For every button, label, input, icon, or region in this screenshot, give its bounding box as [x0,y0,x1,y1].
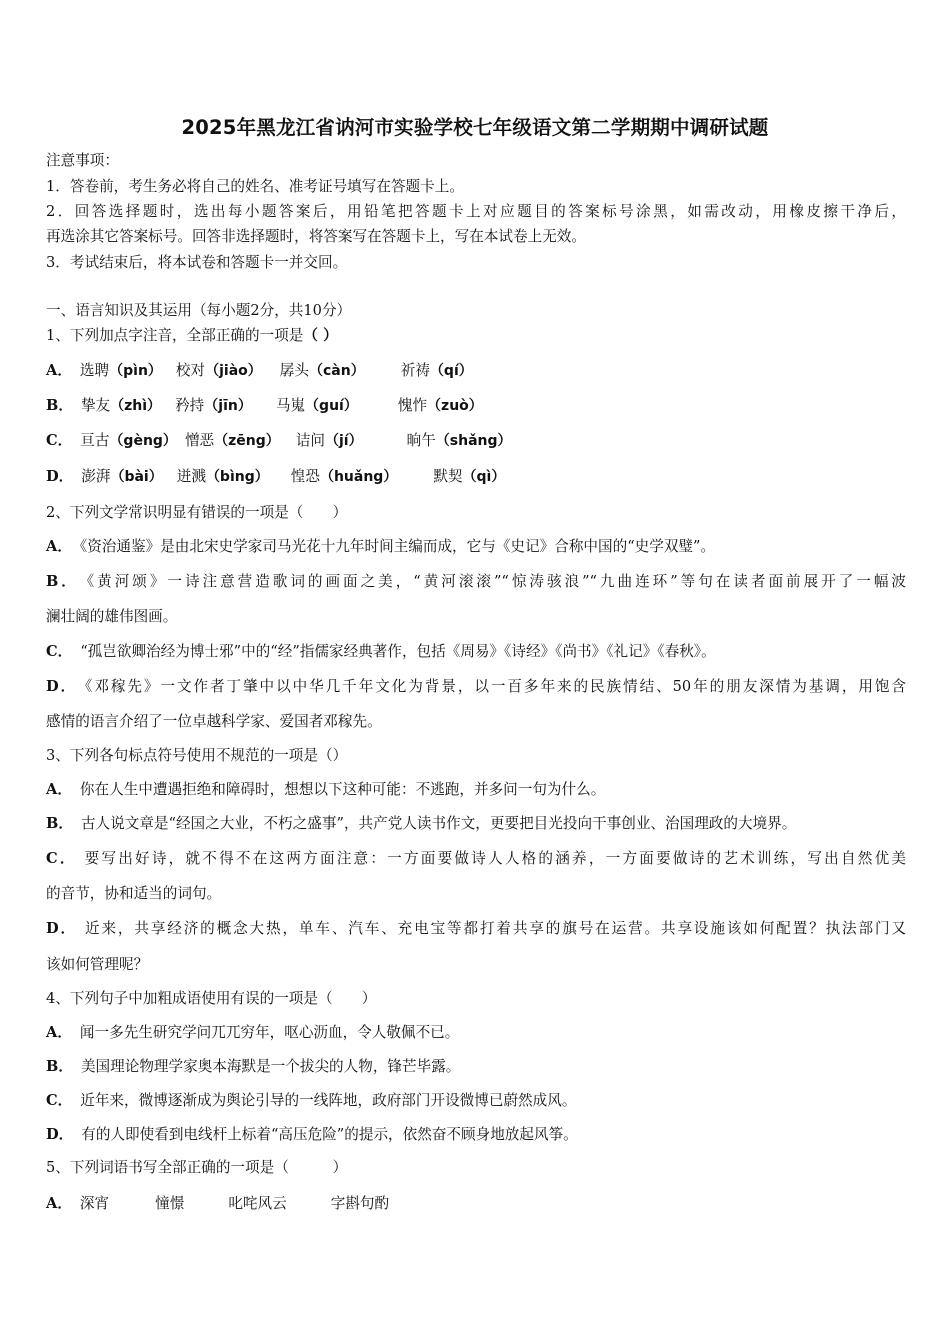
q4-option-d [46,1125,906,1145]
option-text: “孤岂欲卿治经为博士邪”中的“经”指儒家经典著作，包括《周易》《诗经》《尚书》《礼记》《春秋》。 [80,643,716,660]
q3-option-c [46,849,906,869]
q4-option-a [46,1023,906,1043]
notice-item: 1．答卷前，考生务必将自己的姓名、准考证号填写在答题卡上。 [46,178,464,195]
option-word: 澎湃 [81,468,111,485]
option-text: 美国理论物理学家奥本海默是一个拔尖的人物，锋芒毕露。 [80,1058,461,1075]
question-stem-text: 1、下列加点字注音，全部正确的一项是 [46,327,304,344]
option-pinyin: （bìng） [205,469,269,485]
option-text: 你在人生中遭遇拒绝和障碍时，想想以下这种可能：不逃跑，并多问一句为什么。 [79,781,606,798]
option-pinyin: （zēng） [214,433,280,449]
option-label: D． [46,1126,74,1143]
notice-item: 3．考试结束后，将本试卷和答题卡一并交回。 [46,254,348,271]
option-text: 《资治通鉴》是由北宋史学家司马光花十九年时间主编而成，它与《史记》合称中国的“史学双璧”。 [79,538,716,555]
answer-paren: （ ） [303,327,338,344]
option-label: D． [46,678,78,695]
option-label: C． [46,643,73,660]
option-pinyin: （shǎng） [435,433,512,449]
q1-option-b [46,396,906,416]
page-title: 2025年黑龙江省讷河市实验学校七年级语文第二学期期中调研试题 [181,116,769,139]
option-word: 挚友 [80,397,111,414]
option-text: 古人说文章是“经国之大业，不朽之盛事”，共产党人读书作文，更要把目光投向干事创业、治国理政的大境界。 [80,815,797,832]
option-pinyin: （guí） [305,398,358,414]
option-label: D． [46,468,74,485]
option-pinyin: （jiào） [205,363,262,379]
q1-option-a [46,361,906,381]
option-label: A． [46,362,72,379]
option-pinyin: （pìn） [109,363,162,379]
q3-option-b [46,814,906,834]
option-label: D． [46,920,77,937]
option-word: 晌午 [406,432,436,449]
option-text: 《邓稼先》一文作者丁肇中以中华几千年文化为背景，以一百多年来的民族情结、50年的朋友深情为基调，用饱含 [85,678,906,695]
question-3-stem: 3、下列各句标点符号使用不规范的一项是（） [46,747,348,764]
option-pinyin: （qì） [462,469,506,485]
option-label: C． [46,1092,73,1109]
q3-option-d-cont: 该如何管理呢？ [46,956,149,973]
option-word: 深宵 [79,1195,110,1212]
option-pinyin: （bài） [110,469,163,485]
option-text: 近来，共享经济的概念大热，单车、汽车、充电宝等都打着共享的旗号在运营。共享设施该如何配置？执法部门又 [84,920,906,937]
option-text: 要写出好诗，就不得不在这两方面注意：一方面要做诗人人格的涵养，一方面要做诗的艺术训练，写出自然优美 [84,850,906,867]
option-word: 诘问 [295,432,325,449]
q2-option-a [46,537,906,557]
option-pinyin: （gèng） [109,433,177,449]
option-word: 校对 [175,362,206,379]
option-word: 祈祷 [400,362,430,379]
option-pinyin: （càn） [309,363,365,379]
option-word: 孱头 [279,362,309,379]
option-word: 选聘 [79,362,110,379]
option-pinyin: （zuò） [427,398,483,414]
q2-option-b-cont: 澜壮阔的雄伟图画。 [46,608,178,625]
option-word: 迸溅 [176,468,206,485]
option-word: 字斟句酌 [330,1195,390,1212]
question-1-stem [46,326,906,346]
q3-option-c-cont: 的音节，协和适当的词句。 [46,885,222,902]
option-text: 闻一多先生研究学问兀兀穷年，呕心沥血，令人敬佩不已。 [79,1024,460,1041]
q2-option-c [46,642,906,662]
q5-option-a [46,1194,906,1214]
option-text: 有的人即使看到电线杆上标着“高压危险”的提示，依然奋不顾身地放起风筝。 [81,1126,578,1143]
option-word: 亘古 [80,432,110,449]
option-word: 憧憬 [155,1195,185,1212]
notice-heading: 注意事项： [46,152,119,169]
option-word: 惶恐 [290,468,320,485]
q3-option-a [46,780,906,800]
notice-item: 再选涂其它答案标号。回答非选择题时，将答案写在答题卡上，写在本试卷上无效。 [46,228,586,245]
option-label: A． [46,781,72,798]
option-label: A． [46,1024,72,1041]
option-label: C． [46,850,77,867]
question-2-stem: 2、下列文学常识明显有错误的一项是（ ） [46,504,348,521]
option-word: 矜持 [175,397,205,414]
q2-option-b [46,572,906,592]
option-pinyin: （jí） [324,433,363,449]
q1-option-c [46,431,906,451]
option-word: 叱咤风云 [228,1195,287,1212]
option-word: 默契 [433,468,463,485]
section-heading: 一、语言知识及其运用（每小题2分，共10分） [46,302,352,319]
q4-option-c [46,1091,906,1111]
option-word: 马嵬 [275,397,306,414]
option-label: B． [46,397,73,414]
question-4-stem: 4、下列句子中加粗成语使用有误的一项是（ ） [46,990,377,1007]
q2-option-d-cont: 感情的语言介绍了一位卓越科学家、爱国者邓稼先。 [46,713,382,730]
option-pinyin: （jīn） [204,398,252,414]
question-5-stem: 5、下列词语书写全部正确的一项是（ ） [46,1159,348,1176]
option-pinyin: （zhì） [110,398,162,414]
q2-option-d [46,677,906,697]
q3-option-d [46,919,906,939]
q4-option-b [46,1057,906,1077]
option-pinyin: （huǎng） [319,469,398,485]
notice-item: 2．回答选择题时，选出每小题答案后，用铅笔把答题卡上对应题目的答案标号涂黑，如需改动，用橡皮擦干净后， [46,203,906,220]
option-label: C． [46,432,73,449]
option-pinyin: （qí） [429,363,473,379]
option-word: 愧怍 [397,397,428,414]
option-label: B． [46,1058,73,1075]
option-text: 《黄河颂》一诗注意营造歌词的画面之美，“黄河滚滚”“惊涛骇浪”“九曲连环”等句在读者面前展开了一幅波 [86,573,906,590]
option-label: B． [46,573,79,590]
option-label: A． [46,1195,72,1212]
option-label: B． [46,815,73,832]
option-label: A． [46,538,72,555]
option-text: 近年来，微博逐渐成为舆论引导的一线阵地，政府部门开设微博已蔚然成风。 [80,1092,577,1109]
q1-option-d [46,467,906,487]
option-word: 憎恶 [184,432,215,449]
